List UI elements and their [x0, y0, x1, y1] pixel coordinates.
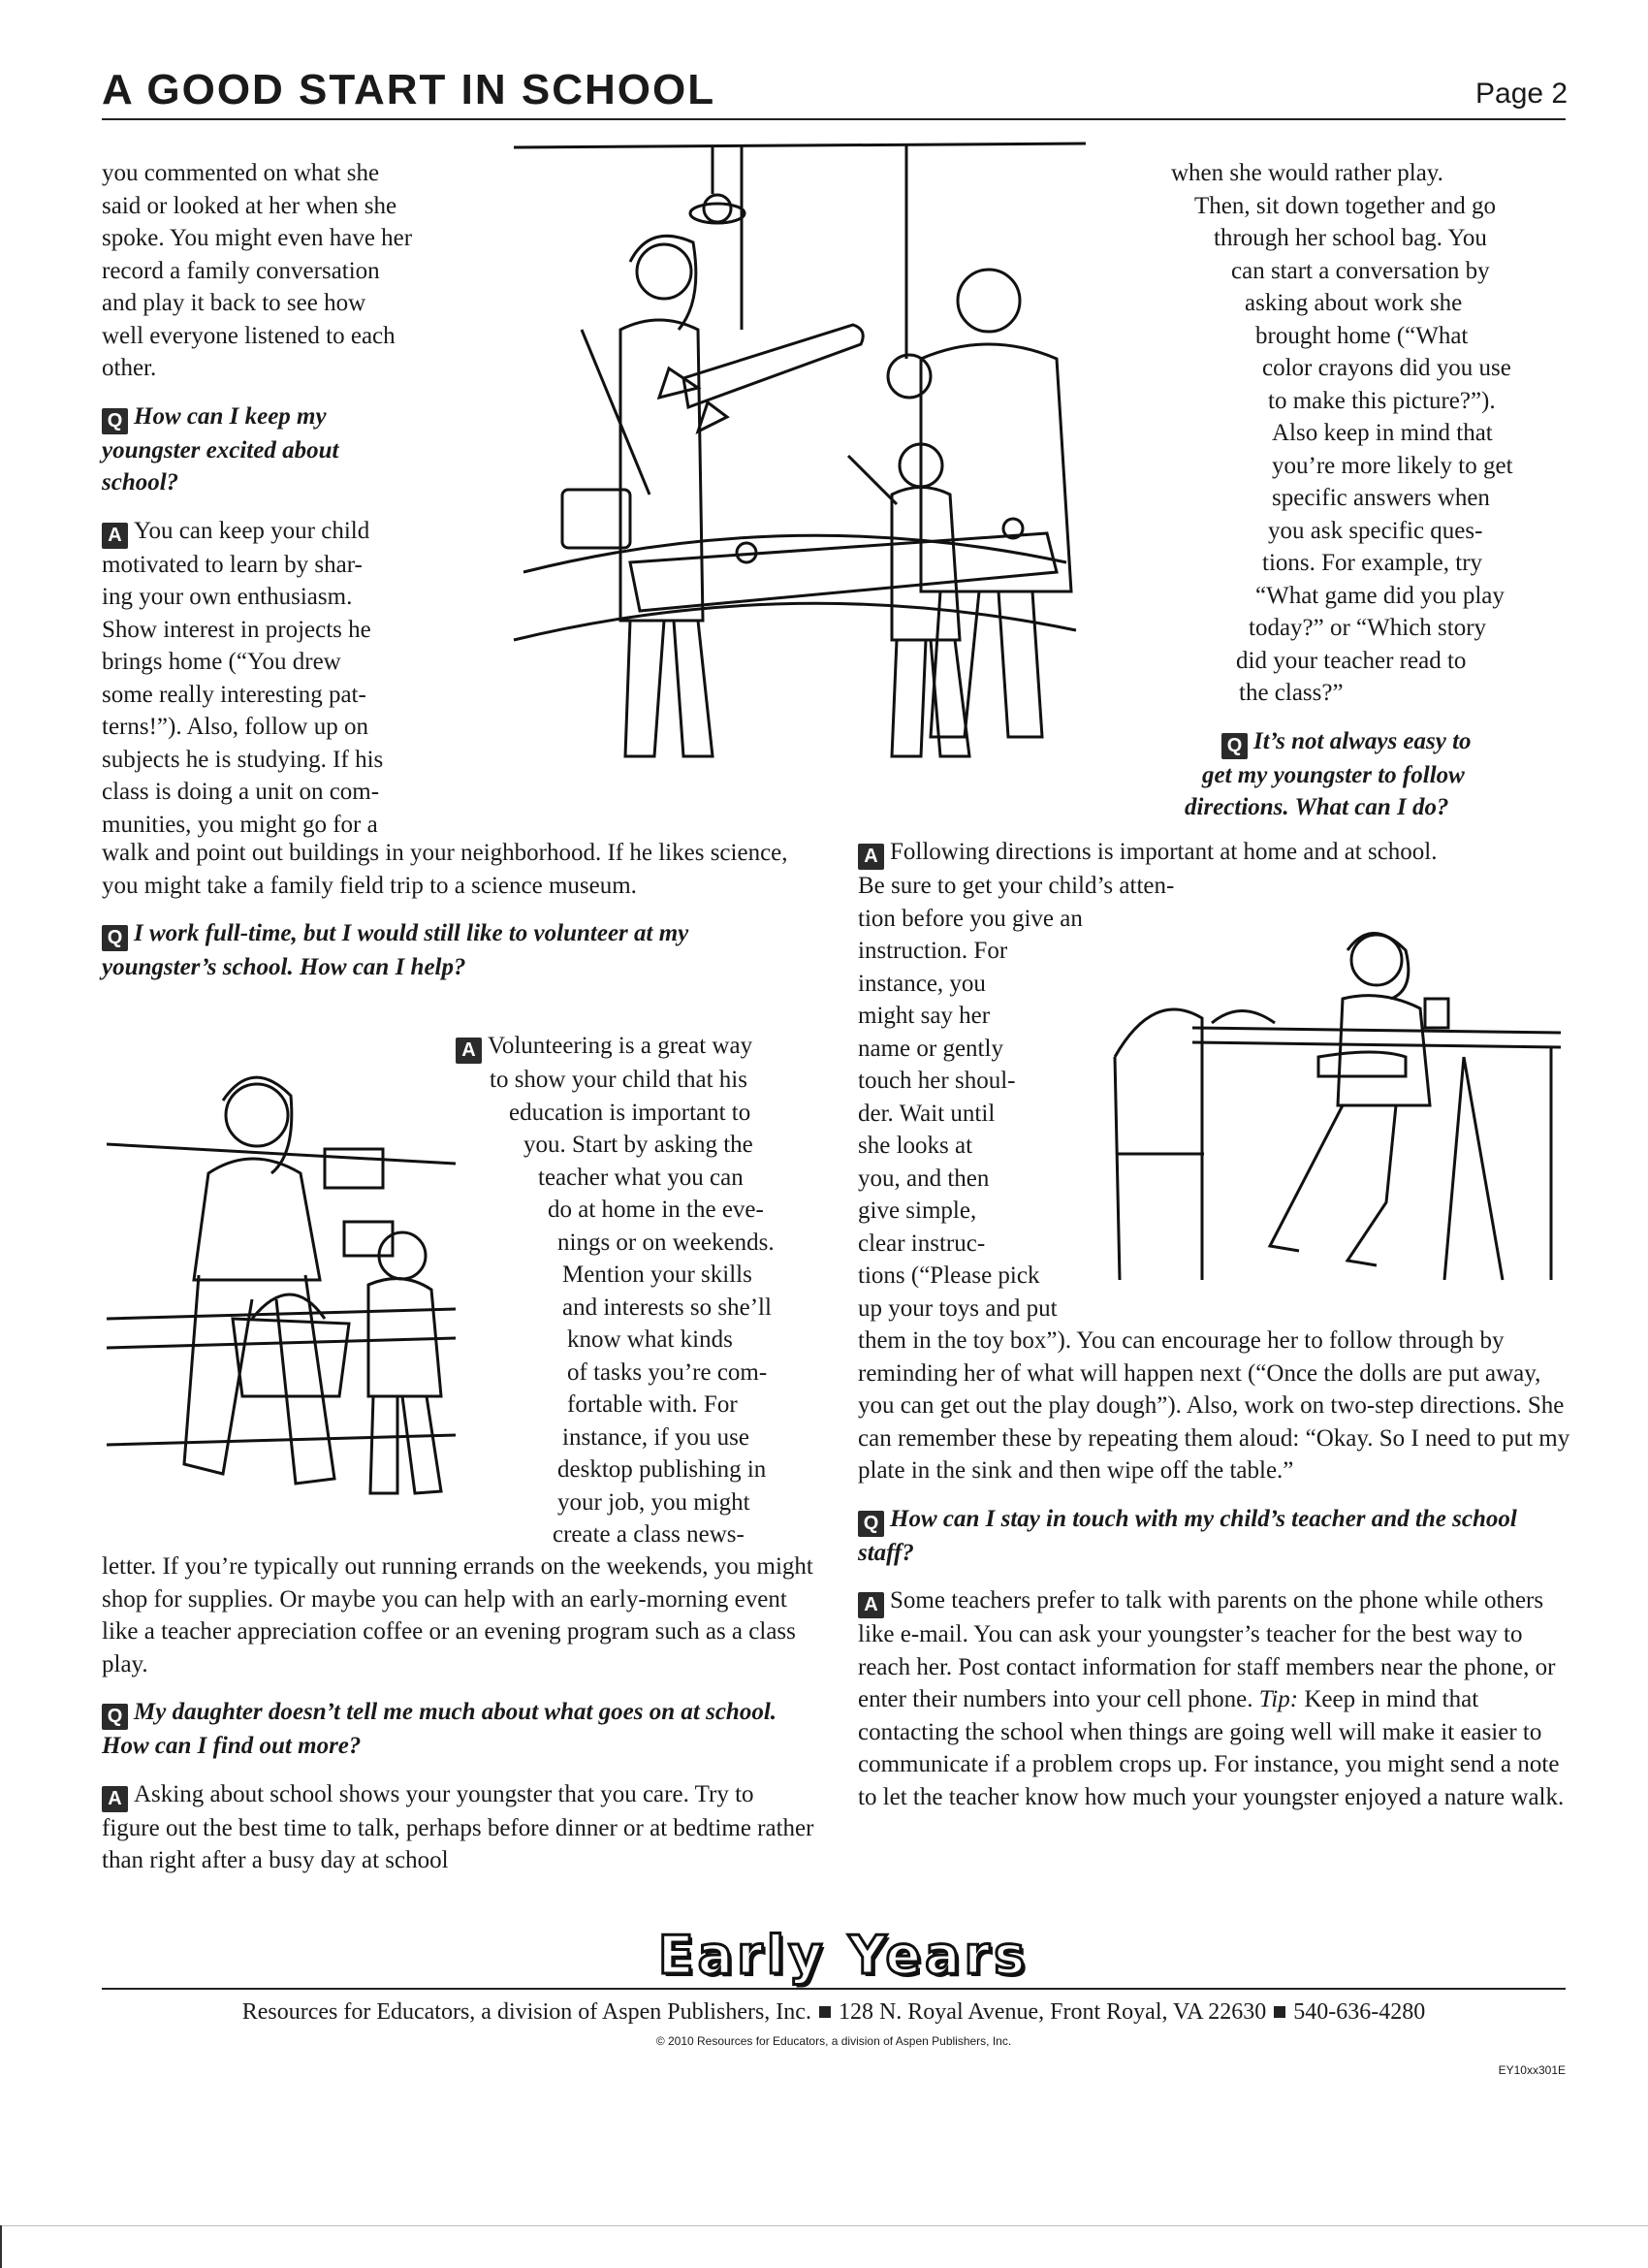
question-1: [102, 400, 490, 499]
answer-badge: A: [102, 1786, 128, 1812]
text-line: teacher what you can: [538, 1164, 744, 1191]
publisher-info: [102, 1999, 1566, 2026]
text-line: when she would rather play.: [1171, 160, 1443, 186]
copyright-notice: © 2010 Resources for Educators, a division of Aspen Publishers, Inc.: [655, 2034, 1012, 2048]
text-line: spoke. You might even have her: [102, 225, 413, 251]
text-line: school?: [102, 469, 179, 495]
text-line: asking about work she: [1245, 290, 1463, 316]
publisher-phone: 540-636-4280: [1293, 1999, 1426, 2025]
text-line: directions. What can I do?: [1185, 794, 1449, 820]
text-line: “What game did you play: [1255, 582, 1505, 609]
text-line: subjects he is studying. If his: [102, 746, 384, 773]
text-line: A Following directions is important at home and at school.: [858, 836, 1575, 870]
text-line: tions (“Please pick: [858, 1262, 1040, 1289]
text-line: terns!”). Also, follow up on: [102, 714, 368, 740]
text-line: do at home in the eve-: [548, 1197, 764, 1223]
answer-badge: A: [858, 1592, 884, 1618]
answer-badge: A: [858, 844, 884, 870]
text-line: and interests so she’ll: [562, 1294, 772, 1321]
text-line: specific answers when: [1272, 485, 1490, 511]
text-line: brings home (“You drew: [102, 649, 341, 675]
question-badge: Q: [102, 408, 128, 434]
text-line: you commented on what she: [102, 160, 380, 186]
publisher-address: 128 N. Royal Avenue, Front Royal, VA 22630: [838, 1999, 1267, 2025]
answer-badge: A: [456, 1038, 482, 1064]
text-line: other.: [102, 355, 157, 381]
early-years-logo: Early Years: [657, 1925, 1030, 1986]
text-line: youngster excited about: [102, 436, 339, 463]
tip-label: Tip:: [1258, 1686, 1299, 1712]
text-line: get my youngster to follow: [1202, 761, 1465, 788]
text-line: Be sure to get your child’s atten-: [858, 873, 1175, 899]
text-line: class is doing a unit on com-: [102, 779, 380, 805]
text-line: fortable with. For: [567, 1391, 738, 1418]
text-line: A You can keep your child: [102, 515, 490, 549]
text-line: Q It’s not always easy to: [1076, 725, 1580, 759]
text-line: of tasks you’re com-: [567, 1358, 768, 1386]
text-line: color crayons did you use: [1262, 355, 1511, 381]
answer-1: [102, 515, 490, 842]
text-line: nings or on weekends.: [557, 1229, 775, 1256]
text-line: Also keep in mind that: [1272, 420, 1493, 446]
table-illustration: [1095, 911, 1570, 1299]
text-line: Show interest in projects he: [102, 616, 371, 643]
document-code: EY10xx301E: [1498, 2063, 1566, 2077]
column-1-continued: [102, 837, 800, 1000]
column-2-top: [1076, 157, 1580, 824]
answer-5: A Some teachers prefer to talk with parents on the phone while others like e-mail. You can ask your youngster’s teacher for the best way to reach her. Post contact information for staff members near the phone, or enter their numbers into your cell phone. Tip: Keep in mind that contacting the school when things are going well will make it easier to communicate if a problem crops up. For instance, you might send a note to let the teacher know how much your youngster enjoyed a nature walk.: [858, 1587, 1565, 1810]
separator-square-icon: [819, 2006, 831, 2018]
text-line: motivated to learn by shar-: [102, 551, 363, 578]
question-badge: Q: [858, 1511, 884, 1537]
text-line: to make this picture?”).: [1268, 387, 1496, 414]
question-5: Q How can I stay in touch with my child’s teacher and the school staff?: [858, 1505, 1517, 1566]
text-line: she looks at: [858, 1133, 973, 1159]
shopping-illustration: [107, 1028, 456, 1532]
column-1-bottom: [102, 1550, 814, 1893]
text-line: through her school bag. You: [1214, 225, 1487, 251]
question-4: [1076, 725, 1580, 824]
text-line: instance, if you use: [562, 1423, 750, 1451]
question-badge: Q: [1221, 733, 1248, 759]
question-3: Q My daughter doesn’t tell me much about what goes on at school. How can I find out more?: [102, 1699, 777, 1759]
text-line: clear instruc-: [858, 1230, 986, 1257]
answer-4-rest: them in the toy box”). You can encourage her to follow through by reminding her of what will happen next (“Once the dolls are put away, you can get out the play dough”). Also, work on two-step directions. She can remember these by repeating them aloud: “Okay. So I need to put my plate in the sink and then wipe off the table.”: [858, 1327, 1570, 1484]
text-line: can start a conversation by: [1231, 257, 1490, 284]
text-line: some really interesting pat-: [102, 681, 366, 708]
text-line: might say her: [858, 1003, 991, 1029]
text-line: desktop publishing in: [557, 1456, 767, 1483]
text-line: name or gently: [858, 1035, 1003, 1062]
text-line: munities, you might go for a: [102, 811, 378, 838]
column-1-top: [102, 157, 490, 841]
page-number: Page 2: [1475, 78, 1569, 110]
text-line: did your teacher read to: [1236, 647, 1467, 674]
text-line: touch her shoul-: [858, 1068, 1016, 1094]
text-line: Mention your skills: [562, 1262, 752, 1288]
text-line: you, and then: [858, 1165, 990, 1192]
newsletter-title: A GOOD START IN SCHOOL: [102, 66, 716, 113]
text-line: well everyone listened to each: [102, 322, 396, 349]
question-badge: Q: [102, 1704, 128, 1730]
intro-paragraph: [102, 157, 490, 385]
answer-2: [456, 1030, 814, 1551]
text-line: tions. For example, try: [1262, 550, 1483, 576]
text-line: and play it back to see how: [102, 290, 366, 316]
question-badge: Q: [102, 925, 128, 951]
text-line: record a family conversation: [102, 257, 380, 284]
text-line: instance, you: [858, 970, 986, 997]
text-line: up your toys and put: [858, 1294, 1058, 1322]
publisher-name: Resources for Educators, a division of Aspen Publishers, Inc.: [241, 1999, 811, 2025]
answer-3: A Asking about school shows your youngster that you care. Try to figure out the best time to talk, perhaps before dinner or at bedtime rather than right after a busy day at school: [102, 1780, 814, 1873]
answer-2-rest: letter. If you’re typically out running errands on the weekends, you might shop for supplies. Or maybe you can help with an early-morning event like a teacher appreciation coffee or an evening program such as a class play.: [102, 1553, 813, 1677]
text-line: Then, sit down together and go: [1194, 192, 1497, 219]
answer-badge: A: [102, 523, 128, 549]
text-line: said or looked at her when she: [102, 192, 397, 219]
question-2: Q I work full-time, but I would still like to volunteer at my youngster’s school. How can I help?: [102, 920, 689, 980]
text-line: education is important to: [509, 1099, 751, 1126]
answer-1-rest: walk and point out buildings in your neighborhood. If he likes science, you might take a family field trip to a science museum.: [102, 840, 788, 899]
text-line: tion before you give an: [858, 905, 1083, 932]
header-rule: [102, 118, 1566, 120]
column-2-continued: [858, 1325, 1575, 1829]
text-line: the class?”: [1239, 680, 1344, 706]
footer-rule: [102, 1988, 1566, 1990]
text-line: you’re more likely to get: [1272, 452, 1513, 479]
text-line: brought home (“What: [1255, 322, 1469, 349]
text-line: to show your child that his: [490, 1067, 747, 1093]
separator-square-icon: [1274, 2006, 1285, 2018]
text-line: der. Wait until: [858, 1100, 996, 1127]
text-line: know what kinds: [567, 1326, 733, 1353]
scan-edge-mark: [0, 2225, 2, 2268]
text-line: today?” or “Which story: [1249, 615, 1487, 641]
text-line: your job, you might: [557, 1488, 750, 1516]
museum-illustration: [504, 136, 1086, 815]
text-line: instruction. For: [858, 938, 1008, 964]
text-line: you. Start by asking the: [523, 1132, 753, 1158]
text-line: A Volunteering is a great way: [456, 1030, 814, 1064]
scan-edge-line: [0, 2225, 1648, 2226]
text-line: ing your own enthusiasm.: [102, 584, 353, 610]
text-line: Q How can I keep my: [102, 400, 490, 434]
text-line: you ask specific ques-: [1268, 517, 1483, 544]
text-line: create a class news-: [553, 1521, 745, 1548]
text-line: give simple,: [858, 1198, 977, 1224]
